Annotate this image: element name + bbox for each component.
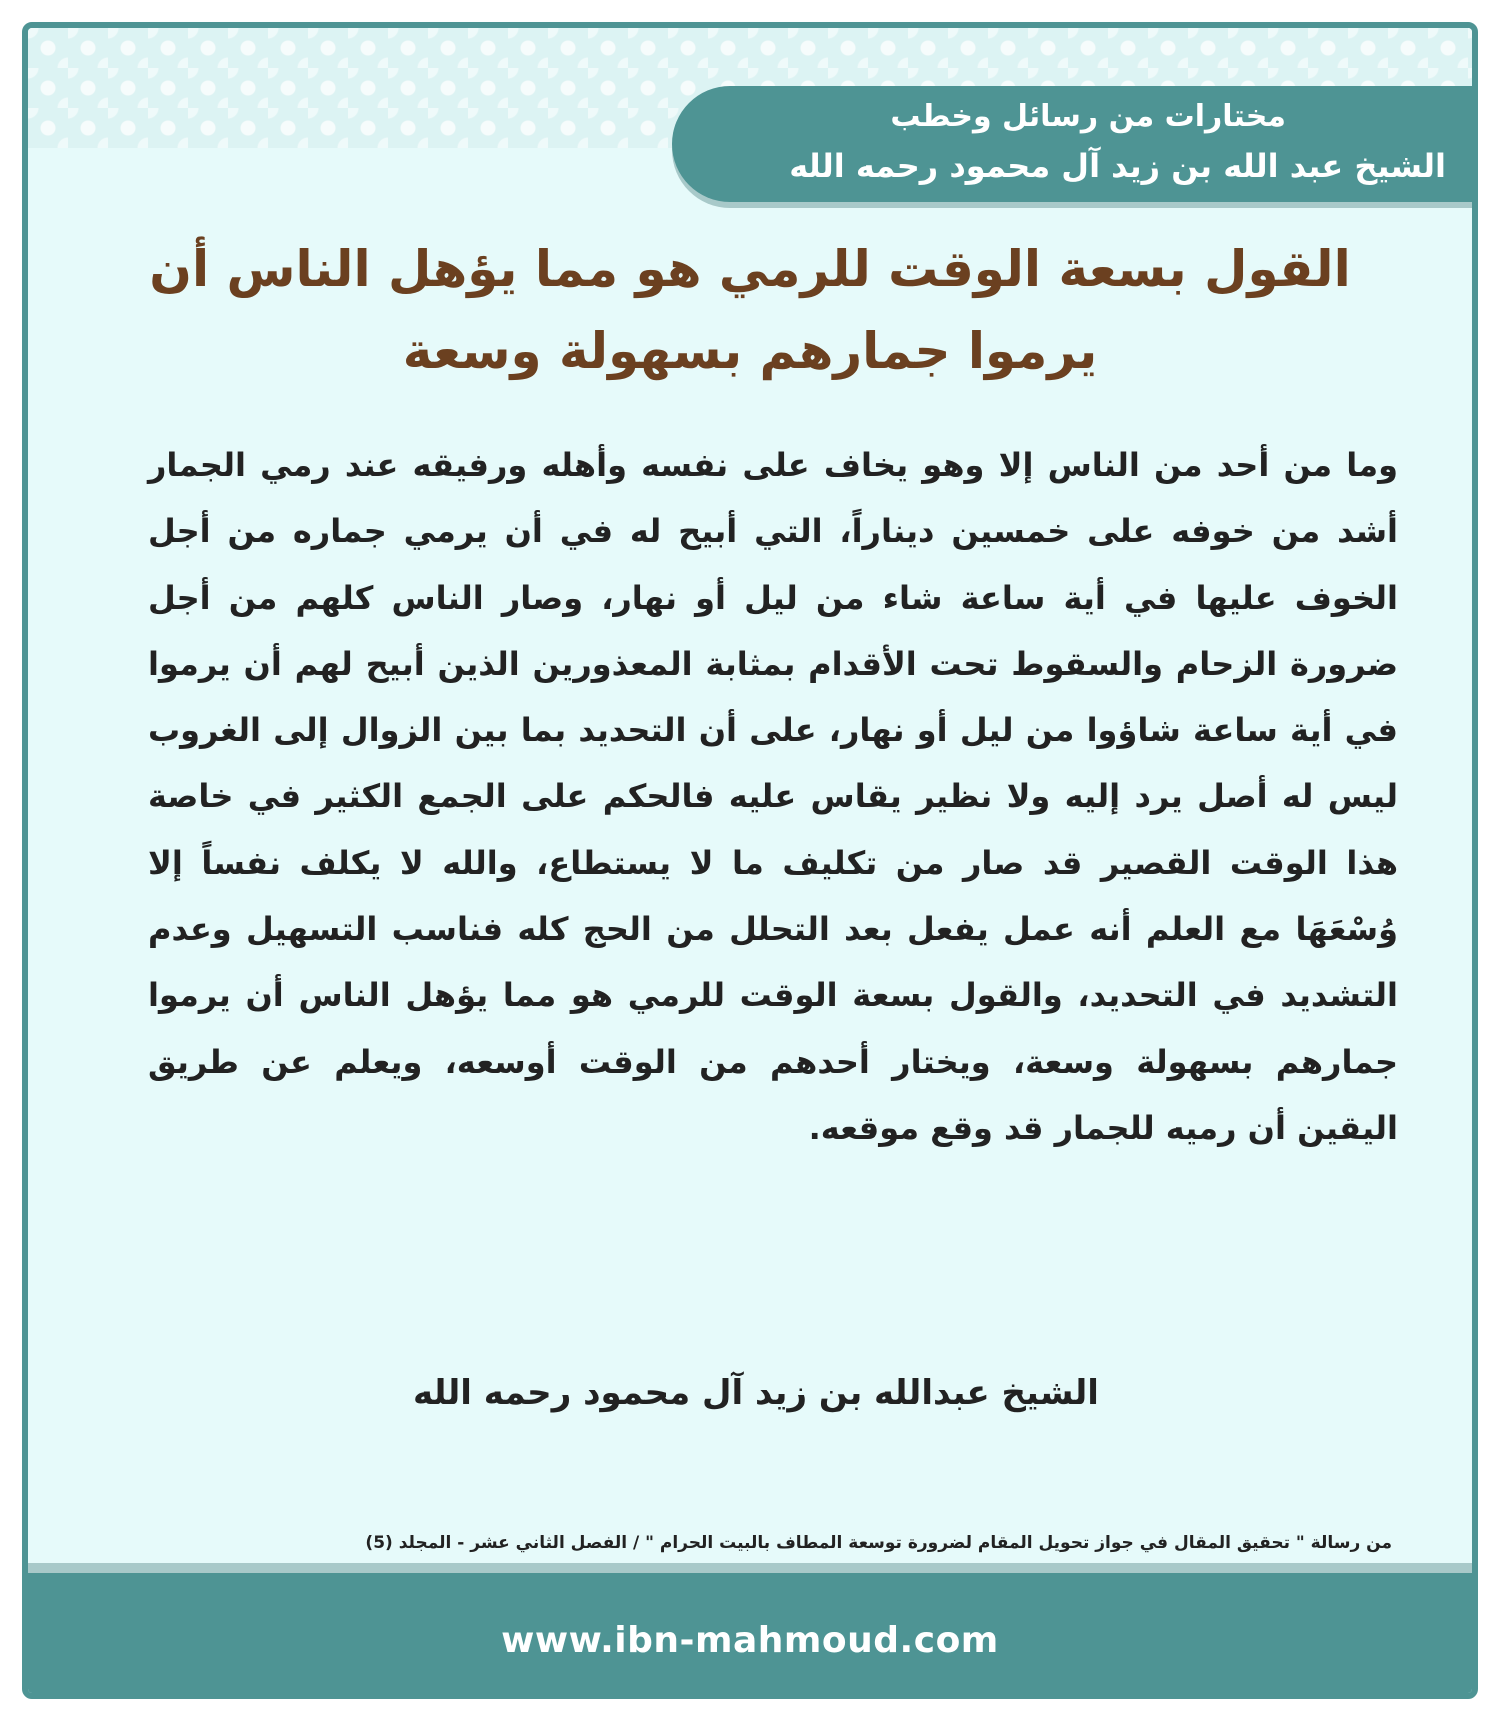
- page-title: القول بسعة الوقت للرمي هو مما يؤهل الناس أن يرموا جمارهم بسهولة وسعة: [149, 240, 1351, 380]
- footer-band: [28, 1563, 1472, 1693]
- source-citation: من رسالة " تحقيق المقال في جواز تحويل المقام لضرورة توسعة المطاف بالبيت الحرام " / الفصل الثاني عشر - المجلد (5): [365, 1533, 1392, 1553]
- author-header: الشيخ عبد الله بن زيد آل محمود رحمه الله: [789, 147, 1446, 185]
- series-title: مختارات من رسائل وخطب: [890, 99, 1286, 134]
- quote-card: [22, 22, 1478, 1699]
- header-band: [672, 86, 1472, 202]
- signature: الشيخ عبدالله بن زيد آل محمود رحمه الله: [413, 1373, 1099, 1413]
- body-text: وما من أحد من الناس إلا وهو يخاف على نفسه وأهله ورفيقه عند رمي الجمار أشد من خوفه على خمسين ديناراً، التي أبيح له في أن يرمي جماره من أجل الخوف عليها في أية ساعة شاء من ليل أو نهار، وصار الناس كلهم من أجل ضرورة الزحام والسقوط تحت الأقدام بمثابة المعذورين الذين أبيح لهم أن يرموا في أية ساعة شاؤوا من ليل أو نهار، على أن التحديد بما بين الزوال إلى الغروب ليس له أصل يرد إليه ولا نظير يقاس عليه فالحكم على الجمع الكثير في خاصة هذا الوقت القصير قد صار من تكليف ما لا يستطاع، والله لا يكلف نفساً إلا وُسْعَهَا مع العلم أنه عمل يفعل بعد التحلل من الحج كله فناسب التسهيل وعدم التشديد في التحديد، والقول بسعة الوقت للرمي هو مما يؤهل الناس أن يرموا جمارهم بسهولة وسعة، ويختار أحدهم من الوقت أوسعه، ويعلم عن طريق اليقين أن رميه للجمار قد وقع موقعه.: [148, 446, 1398, 1147]
- website-link[interactable]: www.ibn-mahmoud.com: [501, 1619, 999, 1661]
